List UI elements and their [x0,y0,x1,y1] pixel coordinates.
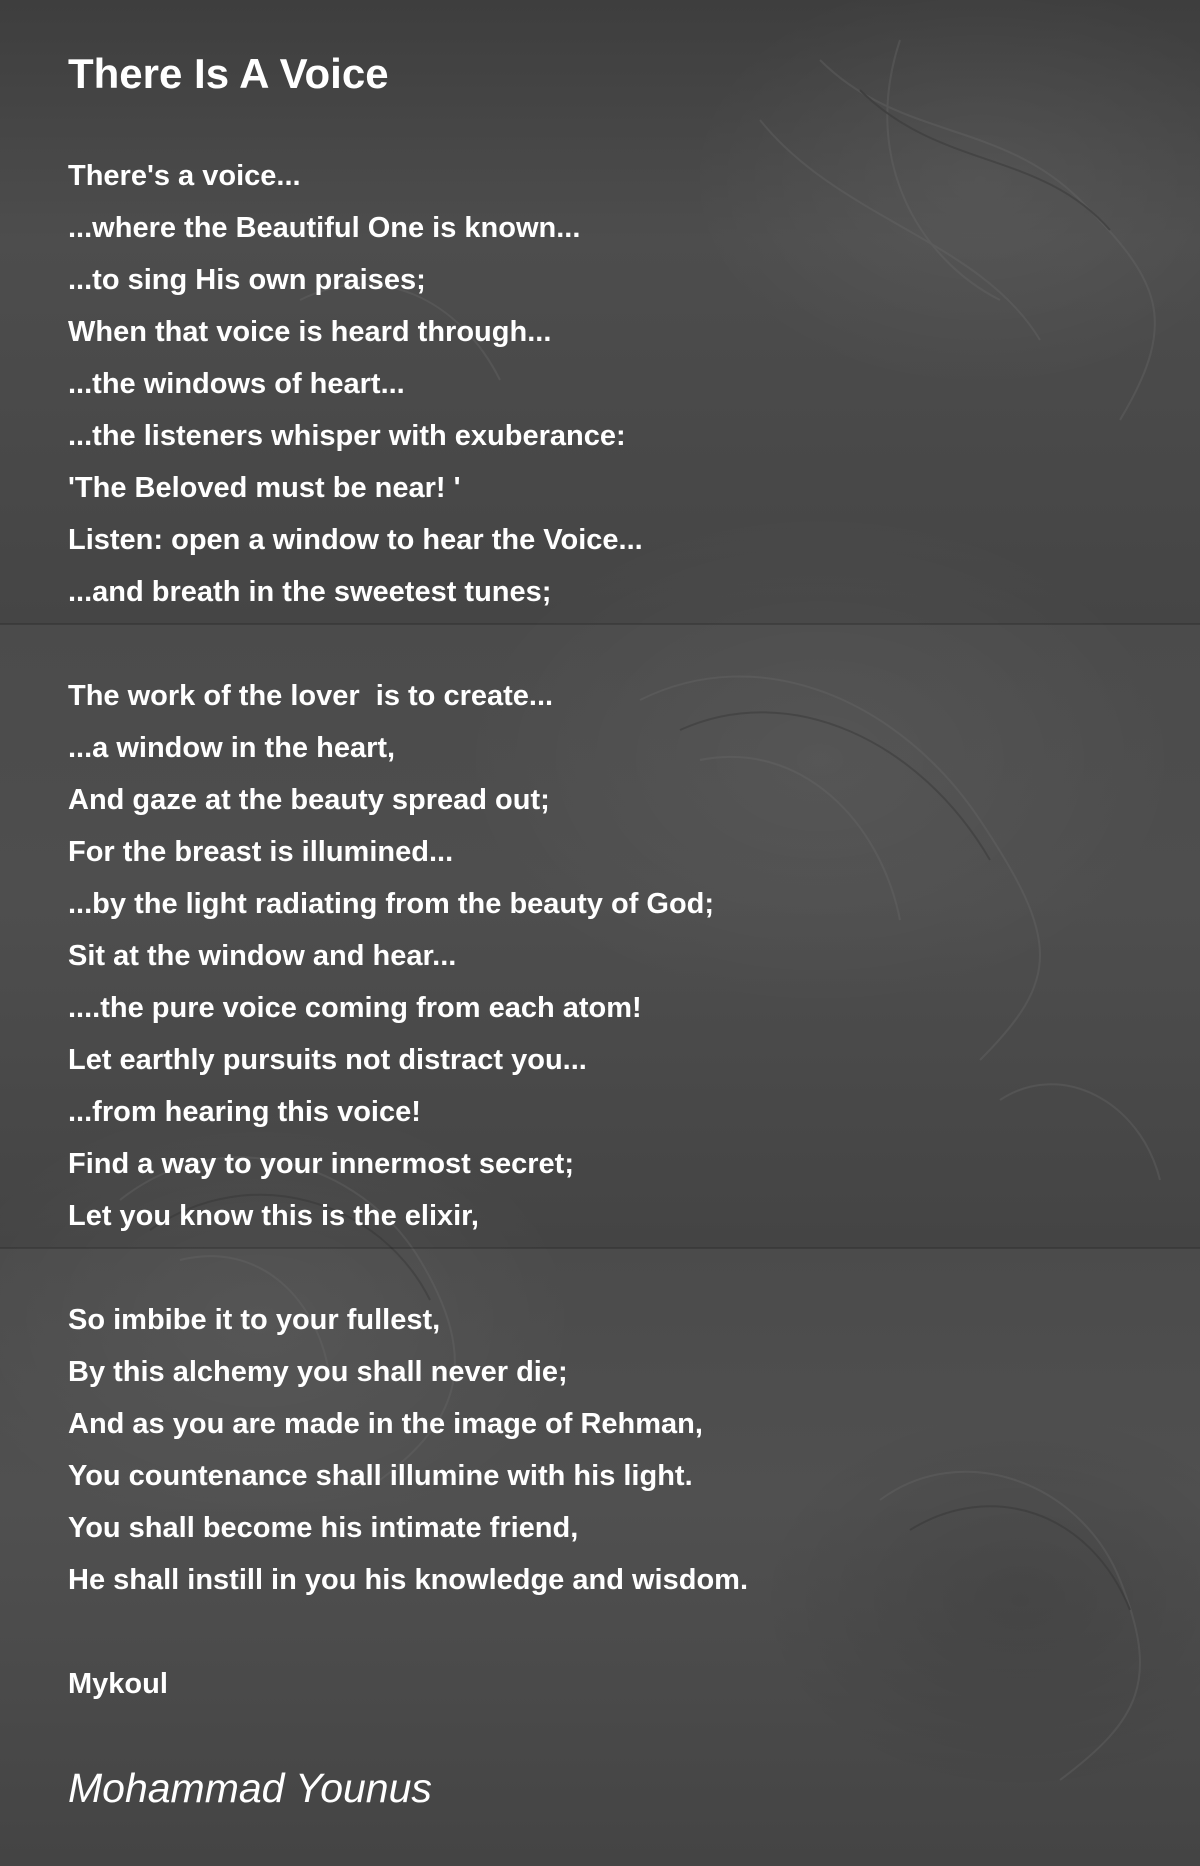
poem-line: The work of the lover is to create... [68,680,554,712]
poem-line: Let you know this is the elixir, [68,1200,479,1232]
poem-line: You countenance shall illumine with his light. [68,1460,693,1492]
poem-line: ...the listeners whisper with exuberance: [68,420,626,452]
poem-line: By this alchemy you shall never die; [68,1356,568,1388]
poem-title: There Is A Voice [68,50,389,97]
poem-line: For the breast is illumined... [68,836,454,868]
poem-line: There's a voice... [68,160,301,192]
poem-author: Mohammad Younus [68,1765,432,1811]
poem-body [68,150,1148,1710]
stanza-break [68,1606,1148,1658]
poem-line: Sit at the window and hear... [68,940,457,972]
poem-line: ...a window in the heart, [68,732,396,764]
poem-line: ...and breath in the sweetest tunes; [68,576,552,608]
poem-line: Listen: open a window to hear the Voice... [68,524,643,556]
poem-line: ...from hearing this voice! [68,1096,421,1128]
stanza-break [68,618,1148,670]
poem-line: ...where the Beautiful One is known... [68,212,581,244]
poem-line: Let earthly pursuits not distract you... [68,1044,587,1076]
stanza-break [68,1242,1148,1294]
poem-line: When that voice is heard through... [68,316,552,348]
poem-line: ...the windows of heart... [68,368,405,400]
poem-signature: Mykoul [68,1668,168,1700]
poem-line: 'The Beloved must be near! ' [68,472,461,504]
poem-line: ...to sing His own praises; [68,264,426,296]
poem-line: Find a way to your innermost secret; [68,1148,574,1180]
poem-line: So imbibe it to your fullest, [68,1304,441,1336]
poem-line: ...by the light radiating from the beauty of God; [68,888,715,920]
poem-line: ....the pure voice coming from each atom! [68,992,642,1024]
poem-line: He shall instill in you his knowledge and wisdom. [68,1564,748,1596]
poem-line: And as you are made in the image of Rehman, [68,1408,703,1440]
poem-line: And gaze at the beauty spread out; [68,784,550,816]
poem-line: You shall become his intimate friend, [68,1512,579,1544]
